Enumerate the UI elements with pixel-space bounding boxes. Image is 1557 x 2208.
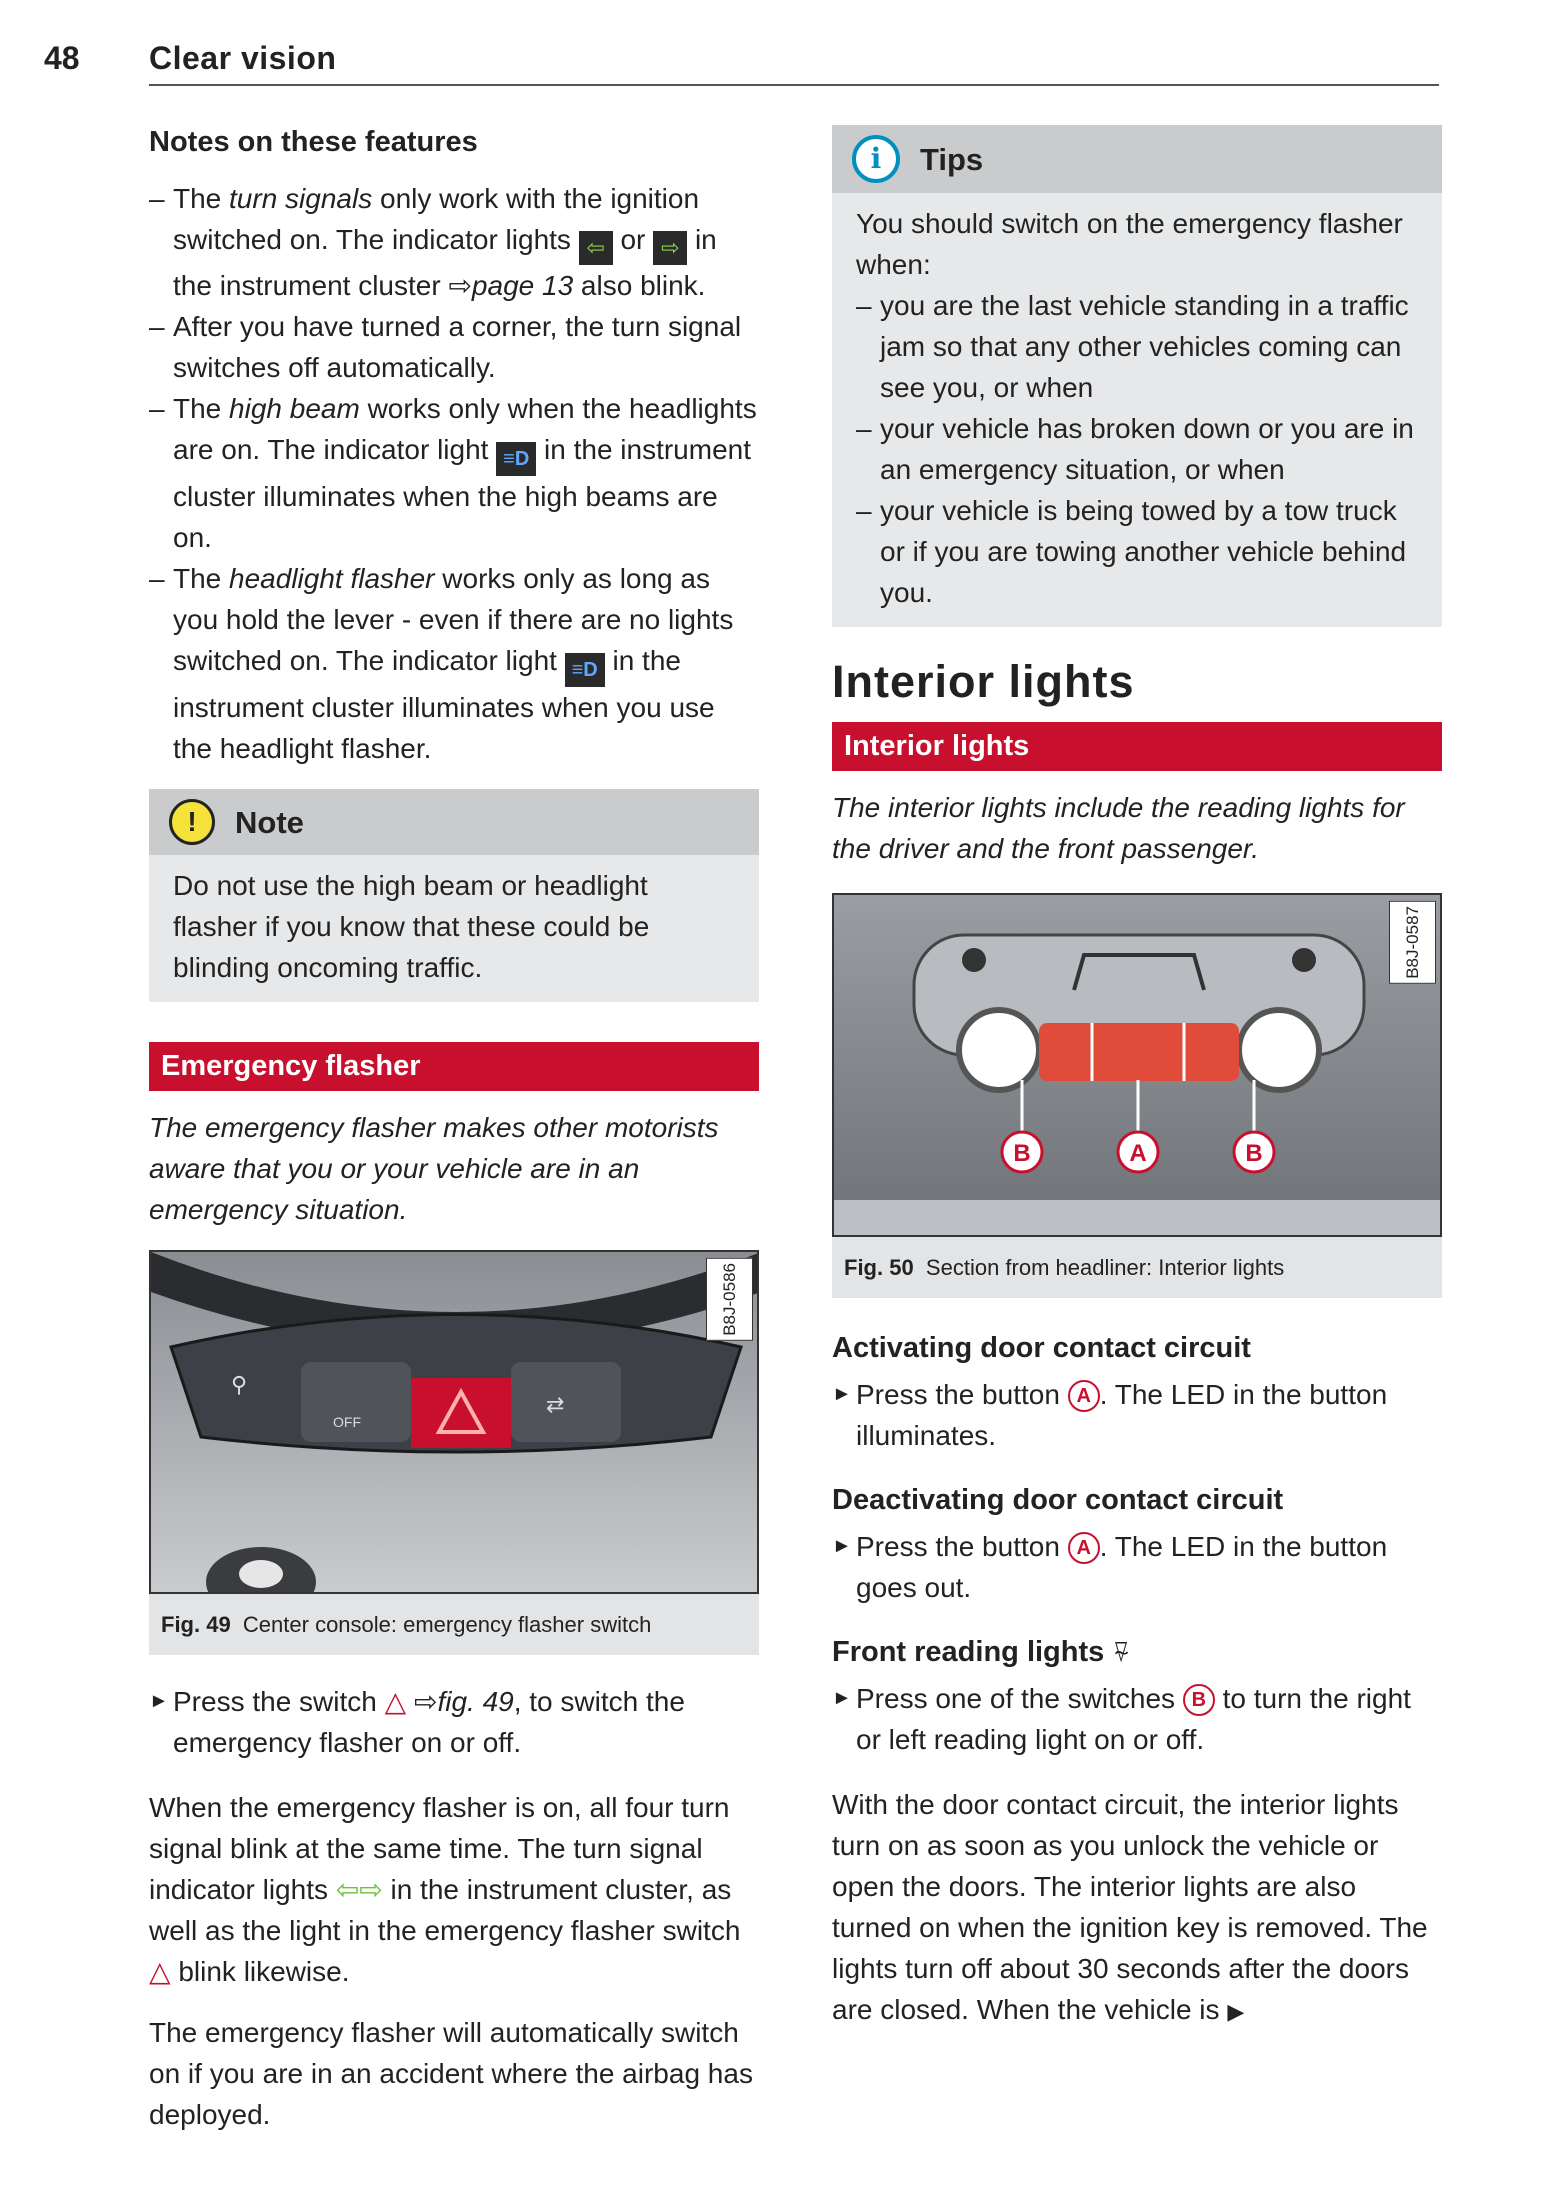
emergency-para-2: The emergency flasher will automatically switch on if you are in an accident where the airbag has deployed. xyxy=(149,2017,753,2130)
turn-right-indicator-icon: ⇨ xyxy=(653,231,687,265)
left-column xyxy=(149,122,759,2135)
emergency-para-1: When the emergency flasher is on, all four turn signal blink at the same time. The turn signal indicator lights ⇦⇨ in the instrument cluster, as well as the light in the emergency flasher switch △ blink likewise. xyxy=(149,1792,741,1987)
tips-title: Tips xyxy=(920,141,984,177)
note-body: Do not use the high beam or headlight flasher if you know that these could be blinding oncoming traffic. xyxy=(149,855,759,1002)
section-title: Interior lights xyxy=(832,656,1135,707)
button-b-marker: B xyxy=(1183,1684,1215,1716)
emergency-flasher-bar: Emergency flasher xyxy=(149,1042,759,1091)
info-icon: i xyxy=(852,135,900,183)
note-item-turn-off: – After you have turned a corner, the turn signal switches off automatically. xyxy=(149,311,742,383)
tips-item: – you are the last vehicle standing in a traffic jam so that any other vehicles coming can see you, or when xyxy=(856,290,1409,403)
tips-item: – your vehicle has broken down or you are in an emergency situation, or when xyxy=(856,413,1414,485)
button-a-marker: A xyxy=(1068,1380,1100,1412)
emergency-intro: The emergency flasher makes other motorists aware that you or your vehicle are in an emergency situation. xyxy=(149,1112,719,1225)
continue-arrow-icon: ▶ xyxy=(1227,1999,1245,2024)
note-item-headlight-flasher: – The headlight flasher works only as long as you hold the lever - even if there are no lights switched on. The indicator light ≡D in the instrument cluster illuminates when you use the headlight flasher. xyxy=(149,563,734,764)
page-title: Clear vision xyxy=(149,40,337,76)
figure-49-id: B8J-0586 xyxy=(706,1258,753,1341)
label-b-right: B xyxy=(1245,1140,1263,1167)
tips-item: – your vehicle is being towed by a tow truck or if you are towing another vehicle behind you. xyxy=(856,495,1407,608)
turn-left-indicator-icon: ⇦ xyxy=(579,231,613,265)
note-item-turn-signals: – The turn signals only work with the ignition switched on. The indicator lights ⇦ or ⇨ in the instrument cluster ⇨page 13 also blink. xyxy=(149,183,717,301)
figure-49 xyxy=(149,1250,759,1655)
activate-instruction: ► Press the button A . The LED in the button illuminates. xyxy=(832,1379,1388,1451)
figure-50-caption: Fig. 50 Section from headliner: Interior lights xyxy=(832,1237,1442,1298)
activate-heading: Activating door contact circuit xyxy=(832,1332,1251,1364)
page-number: 48 xyxy=(44,40,80,76)
header-rule xyxy=(149,84,1439,86)
deactivate-heading: Deactivating door contact circuit xyxy=(832,1484,1284,1516)
deactivate-instruction: ► Press the button A . The LED in the button goes out. xyxy=(832,1531,1388,1603)
figure-50-image xyxy=(832,893,1442,1237)
headliner-illustration xyxy=(834,895,1442,1235)
warning-icon: ! xyxy=(169,799,215,845)
notes-heading: Notes on these features xyxy=(149,126,478,158)
note-title: Note xyxy=(235,804,304,840)
figure-50-id: B8J-0587 xyxy=(1389,901,1436,984)
front-reading-instruction: ► Press one of the switches B to turn the right or left reading light on or off. xyxy=(832,1683,1411,1755)
label-a: A xyxy=(1129,1140,1147,1167)
figure-reference-link[interactable]: fig. 49 xyxy=(437,1686,514,1717)
high-beam-icon: ≡D xyxy=(496,442,536,476)
reading-light-icon: ⍫ xyxy=(1112,1636,1130,1668)
hazard-triangle-icon: △ xyxy=(149,1956,171,1987)
interior-intro: The interior lights include the reading lights for the driver and the front passenger. xyxy=(832,792,1405,864)
label-b-left: B xyxy=(1013,1140,1031,1167)
turn-signal-outline-icon: ⇦⇨ xyxy=(335,1874,383,1905)
tips-intro: You should switch on the emergency flasher when: xyxy=(856,208,1403,280)
note-item-high-beam: – The high beam works only when the headlights are on. The indicator light ≡D in the instrument cluster illuminates when the high beams are on. xyxy=(149,393,757,553)
right-column xyxy=(832,125,1442,2032)
high-beam-icon: ≡D xyxy=(565,653,605,687)
interior-lights-bar: Interior lights xyxy=(832,722,1442,771)
center-console-illustration xyxy=(151,1252,759,1592)
page-reference-link[interactable]: page 13 xyxy=(471,270,574,301)
arrow-ref-icon: ⇨ xyxy=(413,1686,438,1717)
hazard-triangle-icon: △ xyxy=(384,1686,407,1717)
press-switch-instruction: ► Press the switch △ ⇨fig. 49, to switch the emergency flasher on or off. xyxy=(149,1686,685,1758)
svg-text:⇄: ⇄ xyxy=(546,1393,565,1418)
off-label: OFF xyxy=(333,1414,361,1430)
arrow-ref-icon: ⇨ xyxy=(448,270,472,301)
note-box xyxy=(149,789,759,1002)
door-contact-paragraph: With the door contact circuit, the interior lights turn on as soon as you unlock the vehicle or open the doors. The interior lights are also turned on when the ignition key is removed. The lights turn off about 30 seconds after the doors are closed. When the vehicle is ▶ xyxy=(832,1789,1428,2025)
tips-box xyxy=(832,125,1442,627)
svg-text:⚲: ⚲ xyxy=(231,1373,248,1398)
figure-49-caption: Fig. 49 Center console: emergency flasher switch xyxy=(149,1594,759,1655)
button-a-marker: A xyxy=(1068,1532,1100,1564)
figure-49-image xyxy=(149,1250,759,1594)
front-reading-heading: Front reading lights ⍫ xyxy=(832,1636,1130,1668)
figure-50 xyxy=(832,893,1442,1298)
